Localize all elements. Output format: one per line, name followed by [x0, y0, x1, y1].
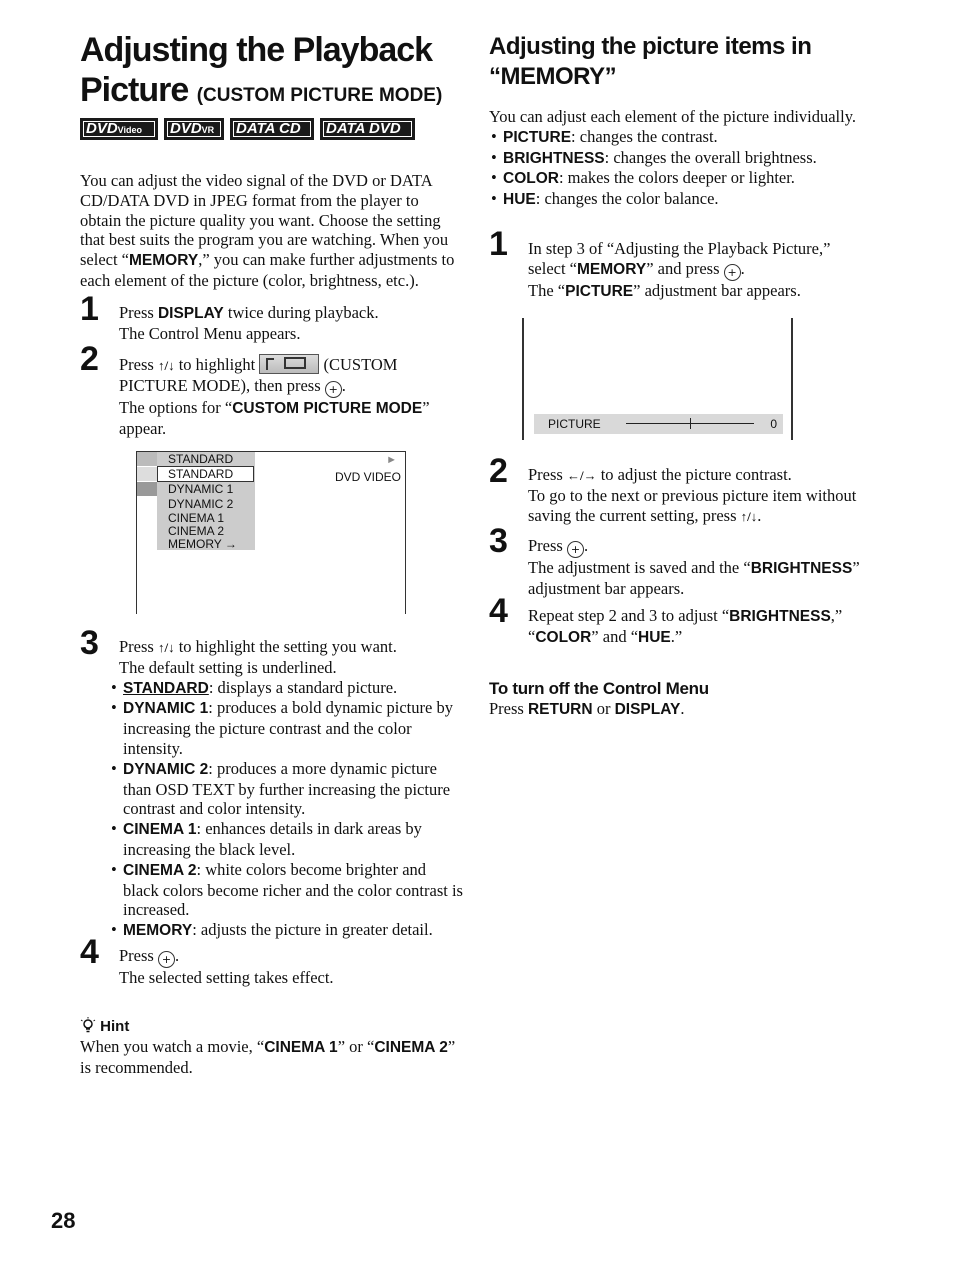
list-item-text: : produces a more dynamic picture than OSD TEXT by further increasing the picture contrast and color intensity. [123, 758, 451, 819]
r-step3-key: BRIGHTNESS [750, 560, 853, 577]
list-item-text: : changes the overall brightness. [604, 147, 817, 167]
badge-sub: VR [201, 125, 215, 135]
osd-menu-icon-column [137, 452, 157, 497]
list-item-key: MEMORY [123, 922, 193, 940]
step4-number: 4 [80, 933, 99, 971]
step2-number: 2 [80, 340, 99, 378]
list-item-text: : produces a bold dynamic picture by increasing the picture contrast and the color intensity. [123, 698, 453, 758]
list-item [489, 189, 869, 210]
r-step1-a: In step 3 of “Adjusting the Playback Picture,” select “ [528, 239, 831, 278]
list-item [109, 698, 464, 758]
r-step3-line2: The adjustment is saved and the “ [528, 558, 751, 577]
step1-b: twice during playback. [223, 303, 379, 322]
enter-button-icon: + [567, 541, 584, 558]
updown-arrows-icon: ↑/↓ [740, 508, 758, 524]
list-item [109, 860, 464, 920]
enter-button-icon: + [325, 381, 342, 398]
turnoff-heading: To turn off the Control Menu [489, 679, 709, 698]
custom-picture-mode-icon [259, 354, 319, 374]
hint-label: Hint [100, 1018, 130, 1035]
memory-intro [489, 107, 869, 210]
badge-data-dvd [320, 118, 415, 140]
step2-d: . [341, 375, 346, 395]
hint-key1: CINEMA 1 [264, 1039, 338, 1056]
page-number: 28 [51, 1208, 76, 1233]
turnoff-key2: DISPLAY [614, 701, 681, 718]
osd-item-4: CINEMA 1 [168, 511, 225, 525]
osd-item-6: MEMORY → [168, 537, 237, 551]
list-item-text: : white colors become brighter and black colors become richer and the color contrast is increased. [123, 859, 463, 920]
intro-paragraph [80, 171, 464, 291]
list-item-text: : adjusts the picture in greater detail. [192, 920, 433, 940]
list-item [109, 759, 464, 819]
step4-a: Press [119, 946, 154, 965]
r-step4-key1: BRIGHTNESS [729, 608, 831, 625]
step1-text [119, 303, 464, 344]
updown-arrows-icon: ↑/↓ [157, 640, 175, 655]
adjustment-bar-track [626, 423, 754, 424]
turnoff-b: or [592, 699, 615, 718]
r-step1-e: ” adjustment bar appears. [633, 280, 801, 300]
step2-text [119, 354, 464, 438]
step2-c: (CUSTOM PICTURE MODE), then press [119, 355, 398, 395]
play-icon: ► [386, 454, 397, 466]
intro-text-a: You can adjust the video signal of the DVD or DATA CD/DATA DVD in JPEG format from the player to obtain the picture quality you want. Choose the setting that best suits the program you are watching. When you select “ [80, 171, 449, 270]
list-item-key: CINEMA 2 [123, 861, 197, 879]
r-step3-b: . [583, 536, 589, 555]
r-step2-line2: To go to the next or previous picture item without saving the current setting, press [528, 485, 857, 525]
r-step1-d: The “ [528, 280, 566, 300]
page-title-suffix: (CUSTOM PICTURE MODE) [196, 85, 443, 106]
osd-adjust-illustration [522, 318, 793, 440]
step2-f: ” appear. [119, 397, 430, 438]
adjustment-bar-label: PICTURE [548, 417, 601, 431]
picture-mode-list [109, 678, 464, 941]
list-item-text: : enhances details in dark areas by increasing the black level. [123, 819, 422, 859]
badge-data-cd [230, 118, 314, 140]
r-step3-a: Press [528, 536, 563, 555]
memory-intro-text: You can adjust each element of the picture individually. [489, 107, 857, 126]
r-step2-text [528, 465, 868, 526]
step3-line2: The default setting is underlined. [119, 657, 337, 677]
list-item-key: COLOR [503, 170, 559, 188]
list-item [109, 678, 464, 699]
badge-main: DVD [170, 120, 202, 137]
osd-item-5: CINEMA 2 [168, 524, 225, 538]
intro-key: MEMORY [129, 252, 199, 270]
list-item-key: PICTURE [503, 128, 572, 146]
section-title-line1: Adjusting the picture items in [489, 33, 812, 60]
hint-a: When you watch a movie, “ [80, 1037, 265, 1056]
step3-text [119, 637, 464, 941]
turnoff-a: Press [489, 699, 528, 718]
page-title-line1: Adjusting the Playback [80, 31, 433, 69]
section-title [489, 32, 909, 92]
step3-a: Press [119, 637, 158, 656]
adjustment-bar [534, 414, 783, 434]
list-item-key: BRIGHTNESS [503, 149, 605, 167]
r-step2-c: . [757, 505, 762, 525]
turnoff-key1: RETURN [527, 701, 593, 718]
r-step3-c: ” adjustment bar appears. [528, 558, 860, 598]
r-step2-a: Press [528, 465, 567, 484]
list-item [489, 148, 869, 169]
badge-sub: Video [117, 125, 143, 135]
r-step4-a: Repeat step 2 and 3 to adjust “ [528, 606, 730, 625]
step1-key: DISPLAY [157, 305, 224, 322]
step3-b: to highlight the setting you want. [174, 637, 397, 656]
list-item-key: HUE [503, 191, 536, 209]
r-step1-key: MEMORY [577, 260, 647, 278]
hint-heading [80, 1017, 464, 1037]
r-step1-text [528, 239, 868, 302]
osd-item-1: STANDARD [157, 466, 254, 482]
list-item [109, 819, 464, 860]
r-step4-d: .” [670, 626, 683, 646]
adjustment-bar-value: 0 [770, 417, 777, 431]
turnoff-text [489, 699, 869, 720]
r-step1-c: . [740, 258, 745, 278]
list-item [109, 920, 464, 941]
r-step4-number: 4 [489, 592, 508, 630]
intro-text-b: ,” you can make further adjustments to each element of the picture (color, brightness, etc.). [80, 250, 455, 290]
step3-number: 3 [80, 624, 99, 662]
osd-menu-illustration [136, 451, 406, 614]
osd-item-2: DYNAMIC 1 [168, 482, 234, 496]
r-step1-b: ” and press [646, 258, 720, 278]
badge-main: DATA DVD [326, 120, 401, 137]
hint-key2: CINEMA 2 [374, 1039, 448, 1056]
r-step2-b: to adjust the picture contrast. [596, 465, 792, 484]
r-step4-c: ” and “ [591, 626, 639, 646]
r-step4-key3: HUE [638, 628, 671, 646]
osd-dvd-video-label: DVD VIDEO [334, 470, 401, 484]
hint-block [80, 1017, 464, 1078]
list-item-text: : changes the color balance. [535, 189, 719, 209]
hint-text [80, 1037, 464, 1078]
turnoff-block [489, 679, 869, 720]
step1-line2: The Control Menu appears. [119, 323, 301, 343]
r-step3-text [528, 536, 868, 599]
step2-a: Press [119, 355, 158, 374]
r-step4-text [528, 606, 873, 648]
step2-key: CUSTOM PICTURE MODE [232, 399, 423, 417]
r-step2-number: 2 [489, 452, 508, 490]
section-title-line2: “MEMORY” [489, 63, 617, 90]
turnoff-c: . [680, 699, 685, 718]
r-step4-key2: COLOR [535, 628, 592, 646]
step1-a: Press [119, 303, 158, 322]
list-item-key: DYNAMIC 1 [123, 700, 209, 718]
step2-e: The options for “ [119, 397, 233, 417]
enter-button-icon: + [158, 951, 175, 968]
leftright-arrows-icon: ←/→ [566, 468, 597, 483]
list-item-text: : displays a standard picture. [208, 677, 398, 697]
r-step1-key2: PICTURE [565, 282, 634, 300]
badge-main: DATA CD [236, 120, 301, 137]
step4-text [119, 946, 464, 988]
step4-line2: The selected setting takes effect. [119, 968, 334, 987]
list-item-key: CINEMA 1 [123, 821, 197, 839]
page-title [80, 30, 480, 116]
r-step3-number: 3 [489, 522, 508, 560]
list-item-text: : makes the colors deeper or lighter. [558, 168, 795, 188]
r-step4-b: ,” “ [528, 606, 843, 646]
updown-arrows-icon: ↑/↓ [157, 358, 175, 373]
enter-button-icon: + [724, 264, 741, 281]
hint-b: ” or “ [337, 1037, 375, 1056]
hint-c: ” is recommended. [80, 1037, 456, 1077]
osd-item-3: DYNAMIC 2 [168, 497, 234, 511]
list-item-key: STANDARD [123, 679, 209, 697]
list-item [489, 127, 869, 148]
memory-items-list [489, 127, 869, 210]
osd-item-0: STANDARD [168, 452, 234, 466]
badge-main: DVD [86, 120, 118, 137]
step4-b: . [174, 946, 180, 965]
step1-number: 1 [80, 290, 99, 328]
step2-b: to highlight [174, 355, 256, 374]
list-item-text: : changes the contrast. [571, 126, 718, 146]
badge-dvd-video [80, 118, 158, 140]
hint-bulb-icon [80, 1017, 96, 1033]
list-item-key: DYNAMIC 2 [123, 760, 209, 778]
r-step1-number: 1 [489, 225, 508, 263]
adjustment-bar-marker [690, 418, 691, 429]
page-title-line2: Picture [80, 71, 189, 109]
page-title-line2-wrap [80, 70, 480, 116]
list-item [489, 168, 869, 189]
badge-dvd-vr [164, 118, 224, 140]
